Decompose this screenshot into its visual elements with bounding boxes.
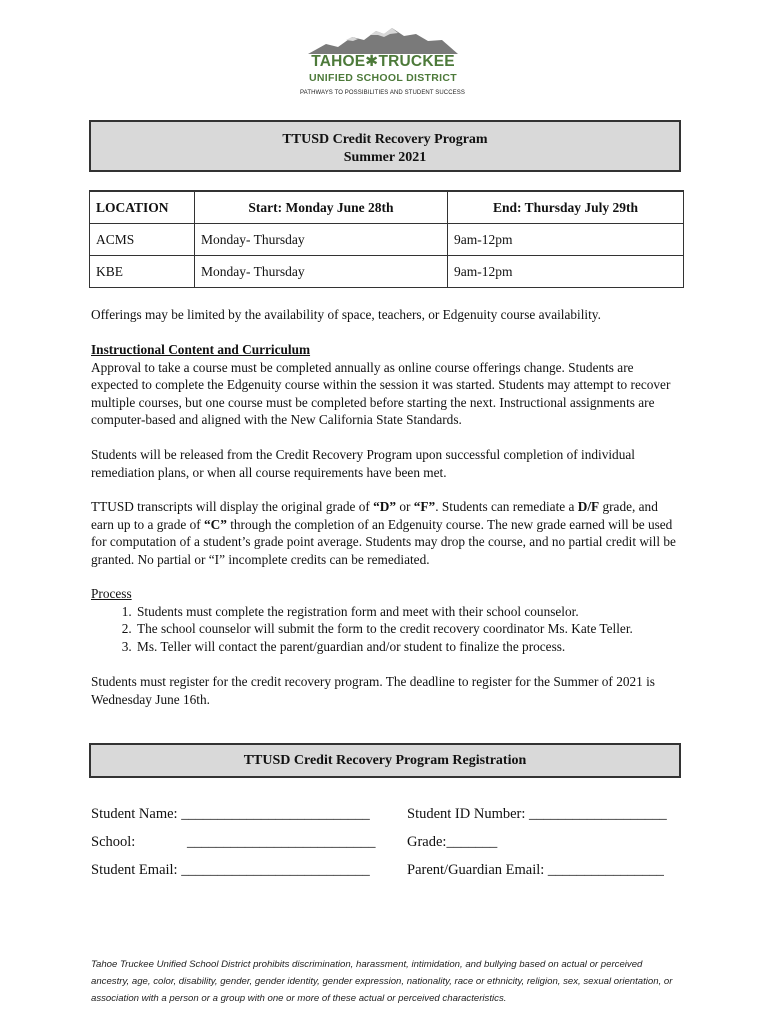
instructional-heading: Instructional Content and Curriculum [91,342,311,357]
registration-banner [89,743,681,778]
column-header-end: End: Thursday July 29th [448,191,684,224]
program-banner [89,120,681,172]
table-cell: ACMS [90,224,195,256]
grade-field[interactable]: Grade:_______ [407,834,498,850]
student-email-field[interactable]: Student Email: __________________________ [91,862,370,878]
logo-tagline: PATHWAYS TO POSSIBILITIES AND STUDENT SUCCESS [300,90,465,96]
deadline-note: Students must register for the credit recovery program. The deadline to register for the Summer of 2021 is Wednesday June 16th. [91,674,655,707]
table-cell: 9am-12pm [448,224,684,256]
grade-f: “F” [413,499,436,514]
logo-title: TAHOE✱TRUCKEE [311,53,455,70]
column-header-start: Start: Monday June 28th [195,191,448,224]
release-note: Students will be released from the Credit Recovery Program upon successful completion of individual remediation plans, or when all course requirements have been met. [91,447,635,480]
logo-subtitle: UNIFIED SCHOOL DISTRICT [309,72,457,84]
list-item: 2. The school counselor will submit the form to the credit recovery coordinator Ms. Kate Teller. [135,620,683,638]
process-steps [91,603,683,656]
transcript-text: through the completion of an Edgenuity course. The new grade earned will be used for computation of a student’s grade point average. Students may drop the course, and no partial credit will be granted. No partial or “I” incomplete credits can be remediated. [91,516,676,567]
column-header-location: LOCATION [90,191,195,224]
district-logo [300,28,465,100]
registration-title: TTUSD Credit Recovery Program Registration [243,753,527,768]
student-id-field[interactable]: Student ID Number: ___________________ [407,806,667,822]
transcript-text: grade, and earn up to a grade of [91,499,658,532]
table-row [90,224,684,256]
table-cell: 9am-12pm [448,256,684,288]
table-cell: KBE [90,256,195,288]
parent-email-field[interactable]: Parent/Guardian Email: ________________ [407,862,664,878]
mountain-icon [308,28,458,54]
transcript-text: TTUSD transcripts will display the original grade of [91,499,374,514]
list-item: 1. Students must complete the registration form and meet with their school counselor. [135,603,683,621]
transcript-text: . Students can remediate a [435,499,578,514]
transcript-text: or [396,499,414,514]
table-cell: Monday- Thursday [195,224,448,256]
table-cell: Monday- Thursday [195,256,448,288]
school-field[interactable]: __________________________ [187,834,376,850]
program-title: TTUSD Credit Recovery Program [282,132,488,147]
grade-d: “D” [373,499,397,514]
transcript-paragraph [91,498,683,568]
grade-df: D/F [577,499,600,514]
schedule-table [89,190,684,288]
nondiscrimination-footer: Tahoe Truckee Unified School District prohibits discrimination, harassment, intimidation, and bullying based on actual or perceived ancestry, age, color, disability, gender, gender identity, gender expression, nationality, race or ethnicity, religion, sex, sexual orientation, or association with a person or a group with one or more of these actual or perceived characteristics. [91,959,673,1004]
instructional-section [91,341,683,429]
student-name-field[interactable]: Student Name: __________________________ [91,806,370,822]
grade-c: “C” [203,516,227,532]
offerings-note: Offerings may be limited by the availability of space, teachers, or Edgenuity course availability. [91,307,601,322]
instructional-body: Approval to take a course must be completed annually as online course offerings change. Students are expected to complete the Edgenuity course within the session it was started. Students may attempt to recover multiple courses, but one course must be completed before starting the next. Instructional assignments are computer-based and aligned with the New California State Standards. [91,359,671,428]
table-header-row [90,191,684,224]
process-section [91,585,683,655]
list-item: 3. Ms. Teller will contact the parent/guardian and/or student to finalize the process. [135,638,683,656]
table-row [90,256,684,288]
program-term: Summer 2021 [343,150,427,165]
school-label: School: [91,834,136,850]
process-heading: Process [91,586,132,601]
